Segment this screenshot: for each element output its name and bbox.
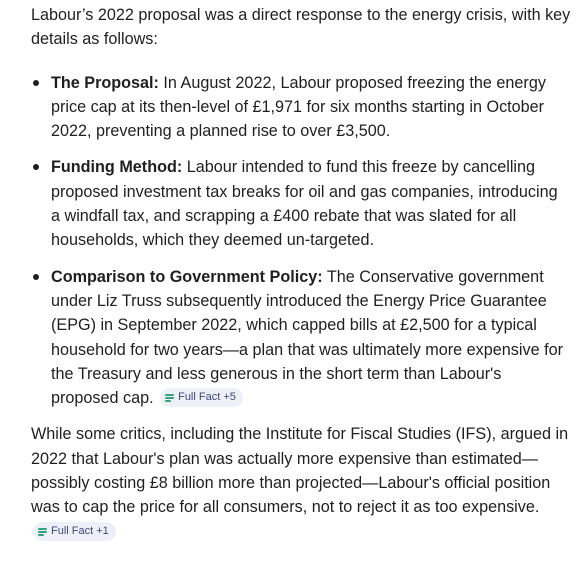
list-item-title: The Proposal: — [51, 73, 159, 92]
bullet-dot-icon — [33, 164, 39, 170]
source-link-icon — [165, 393, 174, 402]
list-item-title: Comparison to Government Policy: — [51, 267, 323, 286]
list-item-title: Funding Method: — [51, 158, 183, 177]
bullet-dot-icon — [33, 80, 39, 86]
intro-paragraph: Labour’s 2022 proposal was a direct response to the energy crisis, with key details as follows: — [31, 6, 571, 49]
source-chip-full-fact[interactable] — [160, 388, 243, 407]
key-details-list — [31, 71, 571, 411]
source-link-icon — [38, 527, 47, 536]
source-chip-label: Full Fact +5 — [178, 391, 236, 404]
list-item — [31, 71, 571, 144]
closing-text: While some critics, including the Institute for Fiscal Studies (IFS), argued in 2022 that Labour's plan was actually more expensive than estimated—possibly costing £8 billion more than projected—Labour's official position was to cap the price for all consumers, not to reject it as too expensive. — [31, 425, 569, 517]
list-item-text: In August 2022, Labour proposed freezing the energy price cap at its then-level of £1,971 for six months starting in October 2022, preventing a planned rise to over £3,500. — [51, 73, 546, 141]
closing-paragraph — [31, 422, 571, 543]
source-chip-label: Full Fact +1 — [51, 524, 109, 537]
bullet-dot-icon — [33, 274, 39, 280]
list-item — [31, 155, 571, 252]
response-body — [31, 3, 571, 544]
list-item — [31, 265, 571, 411]
list-item-text: Labour intended to fund this freeze by cancelling proposed investment tax breaks for oil and gas companies, introducing a windfall tax, and scrapping a £400 rebate that was slated for all households, which they deemed un-targeted. — [51, 158, 558, 250]
source-chip-full-fact[interactable] — [33, 522, 116, 541]
list-item-text: The Conservative government under Liz Truss subsequently introduced the Energy Price Guarantee (EPG) in September 2022, which capped bills at £2,500 for a typical household for two years—a plan that was ultimately more expensive for the Treasury and less generous in the short term than Labour's proposed cap. — [51, 267, 563, 408]
